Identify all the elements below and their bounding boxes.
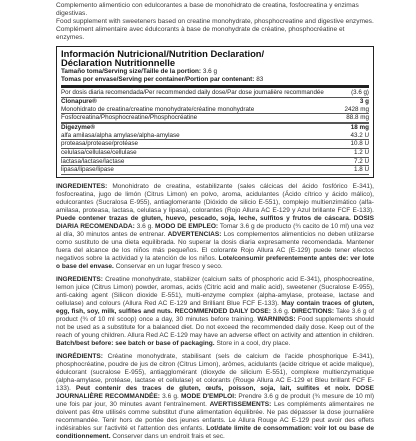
nutrition-row xyxy=(61,114,369,122)
nutrition-row xyxy=(61,149,369,157)
nutrient-name: alfa amilasa/alpha amylase/alpha-amylase xyxy=(61,131,180,139)
label-document xyxy=(56,2,374,441)
nutrient-amount: 1.8 U xyxy=(353,166,369,174)
row-divider xyxy=(61,174,369,175)
divider xyxy=(61,85,369,88)
nutrition-row xyxy=(61,106,369,114)
nutrient-amount: 1.2 U xyxy=(353,149,369,157)
nutrition-row xyxy=(61,158,369,166)
nutrient-name: Digezyme® xyxy=(61,124,96,132)
nutrient-amount: 18 mg xyxy=(350,124,369,132)
ingredients-es: INGREDIENTES: Monohidrato de creatina, estabilizante (sales cálcicas del ácido fosfórico E-341), fosfocreatina, jugo de limón (Citrus Limon) en polvo, aroma, acidulantes (Ácido cítrico y ácido málico), edulcorantes (Sucralosa E-955), antiaglomerante (Dióxido de silicio E-551), complejo multienzimático (alfa-amilasa, proteasa, lactasa, celulasa y lipasa), colorantes (Rojo Allura AC E-129 y Azul brillante FCF E-133). Puede contener trazas de gluten, huevo, pescado, soja, leche, sulfitos y frutos de cáscara. DOSIS DIARIA RECOMENDADA: 3.6 g. MODO DE EMPLEO: Tomar 3.6 g de producto (¾ cacito de 10 ml) una vez al día, 30 minutos antes de entrenar. ADVERTENCIAS: Los complementos alimenticios no deben utilizarse como sustituto de una dieta equilibrada. No superar la dosis diaria expresamente recomendada. Mantener fuera del alcance de los niños más pequeños. El colorante Rojo Allura AC (E-129) puede tener efectos negativos sobre la actividad y la atención de los niños. Lote/consumir preferentemente antes de: ver lote o base del envase. Conservar en un lugar fresco y seco. xyxy=(56,183,374,270)
description-fr: Complément alimentaire avec édulcorants à base de monohydrate de créatine, phosphocréatine et enzymes. xyxy=(56,26,345,42)
nutrient-amount: 10.8 U xyxy=(350,140,369,148)
description-en: Food supplement with sweeteners based on creatine monohydrate, phosphocreatine and digestive enzymes. xyxy=(56,18,374,26)
nutrition-row xyxy=(61,140,369,148)
nutrient-name: lactasa/lactase/lactase xyxy=(61,157,125,165)
serving-size: Tamaño toma/Serving size/Taille de la portion: 3.6 g xyxy=(61,68,218,76)
nutrition-row xyxy=(61,124,369,132)
nutrition-row xyxy=(61,98,369,106)
ingredients-en: INGREDIENTS: Creatine monohydrate, stabilizer (calcium salts of phosphoric acid E-341), phosphocreatine, lemon juice (Citrus Limon) powder, aromas, acids (Citric acid and malic acid), sweetener (Sucralose E-955), anti-caking agent (Silicon dioxide E-551), multi-enzyme complex (alpha-amylase, protease, lactase and cellulase) and colours (Allura Red AC E-129 and Brilliant Blue FCF E-133). May contain traces of gluten, egg, fish, soy, milk, sulfites and nuts. RECOMMENDED DAILY DOSE: 3.6 g. DIRECTIONS: Take 3.6 g of product (¾ of 10 ml scoop) once a day, 30 minutes before training. WARNINGS: Food supplements should not be used as a substitute for a balanced diet. Do not exceed the recommended daily dose. Keep out of the reach of young children. Allura Red AC E-129 may have an adverse effect on activity and attention in children. Batch/best before: see batch or base of packaging. Store in a cool, dry place. xyxy=(56,275,375,347)
nutrient-amount: 3 g xyxy=(359,98,369,106)
nutrition-panel xyxy=(56,46,374,179)
ingredients-fr: INGRÉDIENTS: Créatine monohydrate, stabilisant (sels de calcium de l'acide phosphorique E-341), phosphocréatine, poudre de jus de citron (Citrus Limon), arômes, acidulants (acide citrique et acide malique), édulcorant (sucralose E-955), antiagglomérant (dioxyde de silicium E-551), complexe multienzymatique (alpha-amylase, protéase, lactase et cellulase) et colorants (Rouge Allura AC E-129 et Bleu brillant FCF E-133). Peut contenir des traces de gluten, œufs, poisson, soja, lait, sulfites et noix. DOSE JOURNALIÈRE RECOMMANDÉE: 3.6 g. MODE D'EMPLOI: Prendre 3.6 g de produit (¾ mesure de 10 ml) une fois par jour, 30 minutes avant l'entraînement. AVERTISSEMENTS: Les compléments alimentaires ne doivent pas être utilisés comme substitut d'une alimentation équilibrée. Ne pas dépasser la dose journalière recommandée. Tenir hors de portée des jeunes enfants. Le Allura Rouge AC E-129 peut avoir des effets indésirables sur l'activité et l'attention des enfants. Lot/date limite de consommation: voir lot ou base de conditionnement. Conserver dans un endroit frais et sec. xyxy=(56,352,375,440)
nutrient-name: lipasa/lipase/lipase xyxy=(61,166,114,174)
nutrient-name: celulasa/cellulase/cellulase xyxy=(61,149,137,157)
nutrient-amount: 2428 mg xyxy=(344,105,369,113)
description-es: Complemento alimenticio con edulcorantes a base de monohidrato de creatina, fosfocreatina y enzimas digestivas. xyxy=(56,2,359,18)
nutrient-amount: 43.2 U xyxy=(350,131,369,139)
nutrition-title: Información Nutricional/Nutrition Declaration/ Déclaration Nutritionnelle xyxy=(61,47,265,69)
nutrient-name: Clonapure® xyxy=(61,98,97,106)
nutrient-amount: 7.2 U xyxy=(353,157,369,165)
nutrient-name: Fosfocreatina/Phosphocreatine/Phosphocréatine xyxy=(61,114,198,122)
nutrient-name: Monohidrato de creatina/creatine monohydrate/créatine monohydrate xyxy=(61,105,255,113)
product-description xyxy=(56,2,374,43)
servings-per-container: Tomas por envase/Serving per container/Portion par contenant: 83 xyxy=(61,76,264,84)
nutrition-row xyxy=(61,132,369,140)
nutrition-rows xyxy=(61,98,369,175)
nutrient-name: proteasa/protease/protéase xyxy=(61,140,139,148)
nutrient-amount: 88.8 mg xyxy=(346,114,369,122)
per-dose-header: Por dosis diaria recomendada/Per recommended daily dose/Par dose journalière recommandée (3.6 g) xyxy=(61,89,369,97)
nutrition-row xyxy=(61,166,369,174)
